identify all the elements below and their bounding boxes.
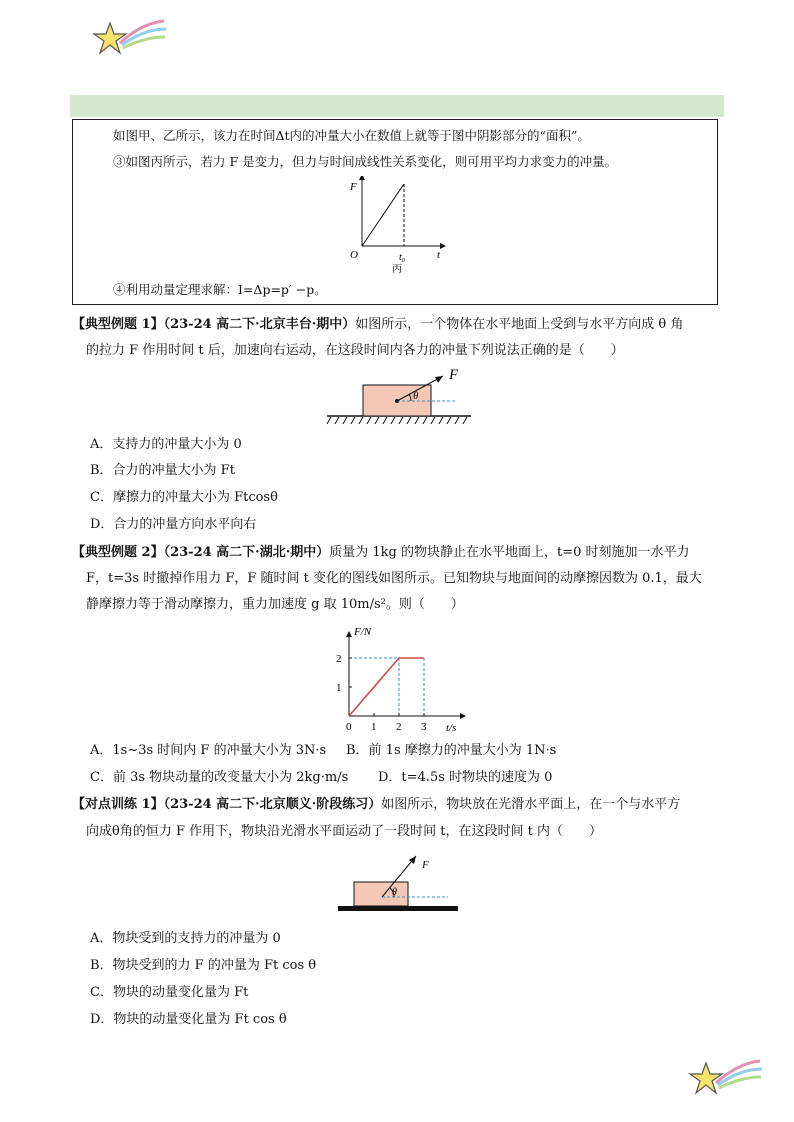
- ex3-option-b[interactable]: B．物块受到的力 F 的冲量为 Ft cos θ: [90, 958, 317, 973]
- ex3-stem-1: 如图所示，物块放在光滑水平面上，在一个与水平方: [381, 797, 681, 812]
- ex2-option-d[interactable]: D．t=4.5s 时物块的速度为 0: [378, 770, 553, 785]
- star-decoration-bottom: [686, 1055, 766, 1100]
- ex3-label: 【对点训练 1】: [72, 797, 164, 812]
- ex2-line1: [72, 544, 690, 562]
- chart-y-tick-label-1: 2: [336, 653, 342, 665]
- ex1-option-b[interactable]: B．合力的冲量大小为 Ft: [90, 463, 235, 478]
- ex1-force-label: F: [449, 367, 459, 383]
- ex2-option-b[interactable]: B．前 1s 摩擦力的冲量大小为 1N·s: [346, 743, 557, 758]
- ex1-angle-label: θ: [413, 390, 419, 402]
- box-line-4: ④利用动量定理求解：I=Δp=p′ −p。: [113, 282, 327, 297]
- ex2-stem-1: 质量为 1kg 的物块静止在水平地面上，t=0 时刻施加一水平力: [329, 545, 690, 560]
- ex3-figure-block: [336, 848, 462, 914]
- ex3-option-a[interactable]: A．物块受到的支持力的冲量为 0: [90, 931, 281, 946]
- ex3-source: （23-24 高二下·北京顺义·阶段练习）: [163, 797, 382, 812]
- ex1-option-a[interactable]: A．支持力的冲量大小为 0: [90, 437, 242, 452]
- fig-x-label: t: [437, 249, 441, 261]
- fig-y-label: F: [350, 181, 357, 193]
- fig-origin: O: [350, 249, 358, 261]
- ex3-force-label: F: [422, 859, 429, 871]
- chart-x-label: t/s: [446, 722, 457, 734]
- ex1-line1: [72, 316, 683, 334]
- chart-x-tick-label-0: 0: [346, 721, 352, 733]
- ex3-line2: 向成θ角的恒力 F 作用下，物块沿光滑水平面运动了一段时间 t，在这段时间 t 内（ ）: [86, 824, 602, 839]
- ex2-label: 【典型例题 2】: [72, 545, 164, 560]
- chart-x-tick-label-3: 3: [421, 721, 427, 733]
- fig-caption: 丙: [392, 264, 402, 275]
- ex3-line1: [72, 796, 680, 814]
- ex1-option-d[interactable]: D．合力的冲量方向水平向右: [90, 517, 257, 532]
- ex2-source: （23-24 高二下·湖北·期中）: [163, 545, 330, 560]
- chart-x-tick-label-1: 1: [371, 721, 377, 733]
- chart-series-line: [349, 658, 424, 716]
- ex3-option-d[interactable]: D．物块的动量变化量为 Ft cos θ: [90, 1012, 287, 1027]
- ex1-stem-1: 如图所示，一个物体在水平地面上受到与水平方向成 θ 角: [355, 317, 684, 332]
- fig-tick: t₀: [399, 252, 406, 263]
- ex2-force-time-chart: [326, 620, 476, 738]
- chart-y-tick-label-0: 1: [336, 682, 342, 694]
- star-decoration-top: [90, 15, 170, 60]
- box-line-1: 如图甲、乙所示，该力在时间Δt内的冲量大小在数值上就等于图中阴影部分的“面积”。: [113, 128, 590, 143]
- chart-x-tick-label-2: 2: [396, 721, 402, 733]
- ex1-label: 【典型例题 1】: [72, 317, 164, 332]
- ex3-option-c[interactable]: C．物块的动量变化量为 Ft: [90, 985, 249, 1000]
- ex1-option-c[interactable]: C．摩擦力的冲量大小为 Ftcosθ: [90, 490, 278, 505]
- ex1-figure-block: [325, 366, 475, 428]
- ex1-source: （23-24 高二下·北京丰台·期中）: [163, 317, 356, 332]
- ex2-option-a[interactable]: A．1s~3s 时间内 F 的冲量大小为 3N·s: [90, 743, 327, 758]
- ex1-line2: 的拉力 F 作用时间 t 后，加速向右运动，在这段时间内各力的冲量下列说法正确的是（ ）: [86, 343, 624, 358]
- figure-bing-force-time: [340, 176, 450, 276]
- chart-y-label: F/N: [354, 626, 372, 638]
- box-line-2: ③如图丙所示，若力 F 是变力，但力与时间成线性关系变化，则可用平均力求变力的冲量。: [113, 154, 618, 169]
- ex2-line2: F，t=3s 时撤掉作用力 F，F 随时间 t 变化的图线如图所示。已知物块与地面间的动摩擦因数为 0.1，最大: [86, 571, 702, 586]
- ex2-line3: 静摩擦力等于滑动摩擦力，重力加速度 g 取 10m/s²。则（ ）: [86, 597, 464, 612]
- ex2-option-c[interactable]: C．前 3s 物块动量的改变量大小为 2kg·m/s: [90, 770, 349, 785]
- section-header-bar: [70, 95, 724, 117]
- ex3-angle-label: θ: [392, 887, 397, 898]
